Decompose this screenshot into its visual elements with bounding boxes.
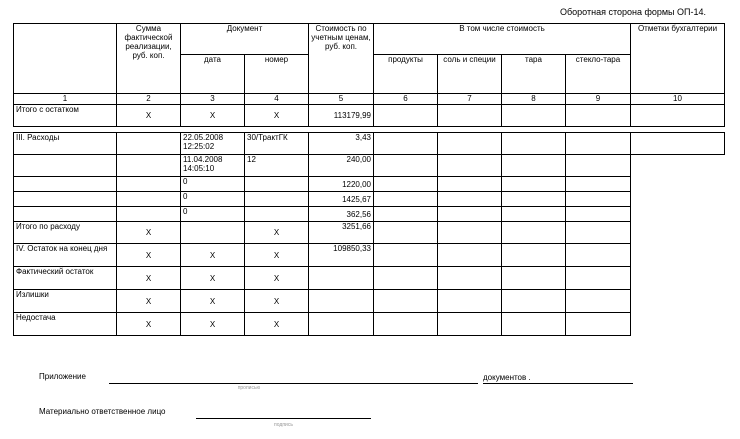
header-sales-sum: Сумма фактической реализации, руб. коп. [117, 24, 181, 94]
table-row [14, 267, 725, 290]
header-date: дата [181, 55, 245, 94]
cell-number: 12 [245, 155, 309, 177]
cell-number: X [245, 267, 309, 290]
cell-cost: 362,56 [309, 207, 374, 222]
table-row [14, 244, 725, 267]
col-number: 9 [566, 94, 631, 105]
row-label: III. Расходы [14, 133, 117, 155]
cell-cost: 3,43 [309, 133, 374, 155]
col-number: 1 [14, 94, 117, 105]
row-label [14, 192, 117, 207]
cell-cost: 1425,67 [309, 192, 374, 207]
cell-date: X [181, 267, 245, 290]
col-number: 2 [117, 94, 181, 105]
col-number: 7 [438, 94, 502, 105]
cell-date: X [181, 290, 245, 313]
table-row [14, 313, 725, 336]
cell-sales: X [117, 290, 181, 313]
row-label: Итого с остатком [14, 105, 117, 127]
row-label: Недостача [14, 313, 117, 336]
cell-date: X [181, 244, 245, 267]
col-number: 6 [374, 94, 438, 105]
cell-sales: X [117, 313, 181, 336]
row-label: Фактический остаток [14, 267, 117, 290]
header-glass: стекло-тара [566, 55, 631, 94]
cell-sales: X [117, 222, 181, 244]
cell-date: 0 [181, 177, 245, 192]
signature-hint: подпись [274, 422, 293, 428]
row-label [14, 207, 117, 222]
responsible-label: Материально ответственное лицо [39, 407, 166, 416]
cell-number: X [245, 290, 309, 313]
col-number: 4 [245, 94, 309, 105]
cell-date: X [181, 313, 245, 336]
appendix-hint: прописью [237, 385, 261, 391]
table-row [14, 290, 725, 313]
cell-sales: X [117, 105, 181, 127]
cell-number: 30/ТрактГК [245, 133, 309, 155]
col-number: 5 [309, 94, 374, 105]
cell-number [245, 207, 309, 222]
row-label: Излишки [14, 290, 117, 313]
documents-line [483, 383, 633, 384]
signature-line[interactable] [196, 418, 371, 419]
col-number: 3 [181, 94, 245, 105]
col-number: 8 [502, 94, 566, 105]
table-row [14, 177, 725, 192]
cell-number [245, 177, 309, 192]
cell-cost: 113179,99 [309, 105, 374, 127]
cell-cost: 1220,00 [309, 177, 374, 192]
cell-number: X [245, 244, 309, 267]
cell-number: X [245, 105, 309, 127]
header-tara: тара [502, 55, 566, 94]
cell-date: 11.04.2008 14:05:10 [181, 155, 245, 177]
table-row [14, 207, 725, 222]
header-including: В том числе стоимость [374, 24, 631, 55]
header-salt: соль и специи [438, 55, 502, 94]
cell-number [245, 192, 309, 207]
cell-date: 0 [181, 192, 245, 207]
cell-sales: X [117, 267, 181, 290]
cell-number: X [245, 313, 309, 336]
col-number: 10 [631, 94, 725, 105]
appendix-input-line[interactable] [109, 383, 478, 384]
header-marks: Отметки бухгалтерии [631, 24, 725, 94]
cell-cost: 109850,33 [309, 244, 374, 267]
report-table [13, 23, 725, 336]
table-row [14, 155, 725, 177]
header-products: продукты [374, 55, 438, 94]
table-row [14, 105, 725, 127]
cell-date: X [181, 105, 245, 127]
header-blank [14, 24, 117, 94]
header-cost: Стоимость по учетным ценам, руб. коп. [309, 24, 374, 94]
row-label [14, 177, 117, 192]
cell-number: X [245, 222, 309, 244]
row-label: Итого по расходу [14, 222, 117, 244]
form-title: Оборотная сторона формы ОП-14. [560, 7, 707, 17]
table-row [14, 192, 725, 207]
table-row [14, 222, 725, 244]
cell-sales: X [117, 244, 181, 267]
cell-date: 0 [181, 207, 245, 222]
table-row [14, 133, 725, 155]
row-label [14, 155, 117, 177]
cell-cost: 240,00 [309, 155, 374, 177]
appendix-label: Приложение [39, 372, 86, 381]
row-label: IV. Остаток на конец дня [14, 244, 117, 267]
header-document: Документ [181, 24, 309, 55]
cell-date: 22.05.2008 12:25:02 [181, 133, 245, 155]
cell-cost: 3251,66 [309, 222, 374, 244]
documents-label: документов . [483, 373, 531, 382]
header-number: номер [245, 55, 309, 94]
